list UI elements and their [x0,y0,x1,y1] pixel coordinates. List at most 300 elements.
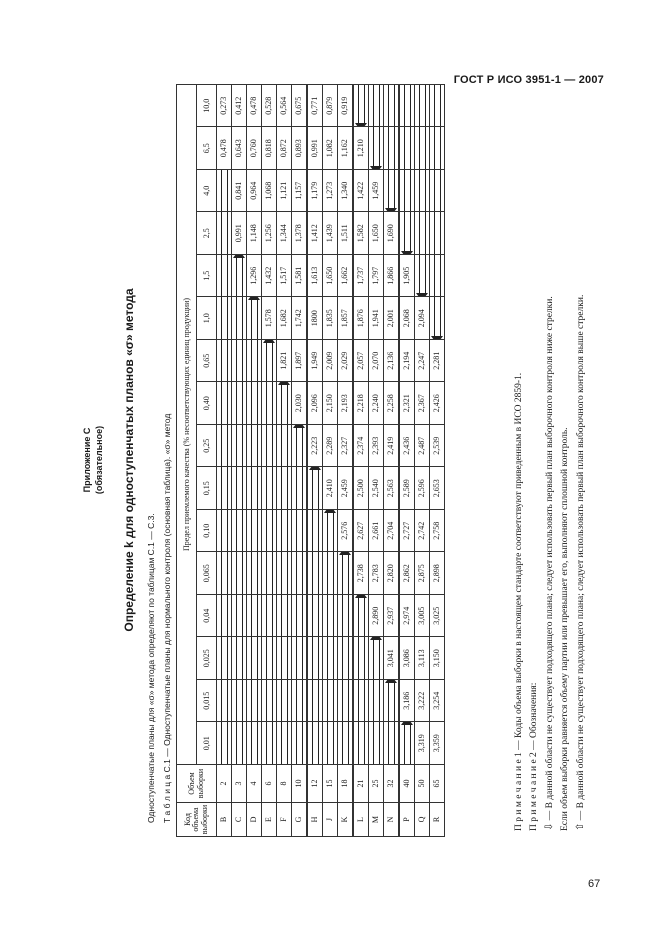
arrow-up-cell [369,84,384,127]
aql-col-header: 1,5 [197,255,217,298]
arrow-down-cell [232,340,247,383]
arrow-up-cell [399,84,415,127]
arrow-down-cell [292,680,308,723]
arrow-up-cell [217,170,232,213]
sample-size: 65 [430,765,445,803]
k-value: 2,596 [415,467,430,510]
arrow-up-shaft [221,213,228,255]
arrow-down-shaft [251,468,258,510]
arrow-down-cell [323,680,338,723]
arrow-down-shaft [327,513,334,552]
arrow-down-shaft [327,595,334,637]
k-value: 2,500 [353,467,369,510]
k-value: 3,150 [430,637,445,680]
arrow-down-cell [338,552,354,595]
table-row [292,84,308,836]
arrow-up-shaft [388,85,395,127]
sample-size: 6 [262,765,277,803]
aql-col-header: 1,0 [197,297,217,340]
k-value: 0,675 [292,84,308,127]
aql-col-header: 0,015 [197,680,217,723]
arrow-up-shaft [419,213,426,255]
arrow-up-shaft [404,85,411,127]
k-value: 1,835 [323,297,338,340]
k-value: 0,872 [277,127,292,170]
k-value: 1,876 [353,297,369,340]
page-number: 67 [588,878,601,890]
aql-col-header: 4,0 [197,170,217,213]
arrow-down-shaft [236,468,243,510]
k-value: 2,223 [307,425,323,468]
arrow-up-shaft [404,170,411,212]
arrow-up-cell [430,170,445,213]
k-value: 0,771 [307,84,323,127]
arrow-down-cell [262,595,277,638]
arrow-down-cell [353,680,369,723]
k-value: 1,941 [369,297,384,340]
header-code: Код объема выборки [177,803,217,837]
k-value: 2,136 [384,340,400,383]
arrow-down-shaft [296,510,303,552]
arrow-up-shaft [221,170,228,212]
k-value: 1,432 [262,255,277,298]
arrow-down-shaft [236,638,243,680]
arrow-down-shaft [312,723,319,765]
arrow-down-cell [353,722,369,765]
arrow-up-cell [217,212,232,255]
arrow-up-shaft [388,128,395,170]
aql-col-header: 0,10 [197,510,217,553]
arrow-down-shaft [327,553,334,595]
k-value: 2,875 [415,552,430,595]
table-row [353,84,369,836]
k-value: 2,009 [323,340,338,383]
table-row [415,84,430,836]
notes-block [512,295,589,831]
arrow-down-cell [323,595,338,638]
arrow-down-shaft [327,680,334,722]
aql-col-header: 0,065 [197,552,217,595]
arrow-down-shaft [342,595,349,637]
table-row [430,84,445,836]
arrow-down-shaft [266,680,273,722]
k-value: 1,866 [384,255,400,298]
note-2: П р и м е ч а н и е 2 — Обозначения: [529,682,539,831]
sample-size: 8 [277,765,292,803]
intro-text: Одноступенчатые планы для «σ» метода определяют по таблицам С.1 — С.3. [146,513,156,823]
rotated-page-content [80,83,586,837]
arrow-down-cell [217,552,232,595]
arrow-down-shaft [236,723,243,765]
table-row [307,84,323,836]
arrow-up-cell [430,127,445,170]
arrow-up-cell [384,84,400,127]
arrow-up-shaft [434,298,441,337]
arrow-down-cell [217,467,232,510]
k-value: 0,643 [232,127,247,170]
arrow-down-shaft [236,553,243,595]
arrow-down-shaft [373,723,380,765]
arrow-down-cell [247,552,262,595]
k-value: 2,426 [430,382,445,425]
k-value: 2,070 [369,340,384,383]
arrow-down-cell [262,680,277,723]
k-value: 3,359 [430,722,445,765]
arrow-down-cell [217,297,232,340]
arrow-up-shaft [434,85,441,127]
k-value: 1,582 [353,212,369,255]
note-down-text: — В данной области не существует подходящего плана; следует использовать первый план выборочного контроля ниже стрелки. [545,296,555,821]
sample-size: 10 [292,765,308,803]
arrow-down-shaft [251,383,258,425]
table-caption: Т а б л и ц а С.1 — Одноступенчатые планы для нормального контроля (основная таблица). «σ» метод [162,413,172,823]
k-value: 1,897 [292,340,308,383]
k-value: 2,540 [369,467,384,510]
k-value: 2,281 [430,340,445,383]
k-value: 0,919 [338,84,354,127]
k-value: 1,256 [262,212,277,255]
k-value: 2,247 [415,340,430,383]
k-value: 2,374 [353,425,369,468]
appendix-status: (обязательное) [94,425,104,495]
arrow-down-cell [277,425,292,468]
k-value: 1,162 [338,127,354,170]
k-value: 0,991 [307,127,323,170]
arrow-down-cell [353,637,369,680]
k-value: 2,289 [323,425,338,468]
arrow-down-shaft [221,595,228,637]
arrow-down-shaft [251,425,258,467]
arrow-down-shaft [296,680,303,722]
arrow-down-shaft [373,641,380,680]
table-row [247,84,262,836]
arrow-down-shaft [327,638,334,680]
sample-size: 50 [415,765,430,803]
k-value: 2,758 [430,510,445,553]
arrow-up-cell [369,127,384,170]
k-value: 3,086 [399,637,415,680]
table-row [338,84,354,836]
arrow-down-cell [277,382,292,425]
k-value: 2,327 [338,425,354,468]
k-value: 2,661 [369,510,384,553]
k-value: 1,459 [369,170,384,213]
k-value: 1,068 [262,170,277,213]
k-value: 2,937 [384,595,400,638]
k-value: 0,818 [262,127,277,170]
k-value: 1,121 [277,170,292,213]
arrow-down-shaft [281,723,288,765]
arrow-down-cell [217,425,232,468]
arrow-down-shaft [221,510,228,552]
aql-col-header: 2,5 [197,212,217,255]
arrow-down-cell [232,595,247,638]
aql-col-header: 0,15 [197,467,217,510]
arrow-down-cell [232,552,247,595]
table-row [369,84,384,836]
arrow-down-cell [217,382,232,425]
arrow-down-cell [262,340,277,383]
k-value: 2,393 [369,425,384,468]
k-value: 1,344 [277,212,292,255]
k-value: 1,650 [323,255,338,298]
arrow-down-shaft [221,425,228,467]
arrow-down-cell [323,552,338,595]
arrow-down-cell [232,510,247,553]
k-value: 2,150 [323,382,338,425]
code-letter: H [307,803,323,837]
arrow-up-cell [430,297,445,340]
arrow-down-shaft [388,683,395,722]
k-value: 2,539 [430,425,445,468]
arrow-up-shaft [419,255,426,294]
arrow-down-shaft [296,553,303,595]
note-lot-text: Если объем выборки равняется объему партии или превышает его, выполняют сплошной контроль. [560,427,570,831]
arrow-up-cell [384,170,400,213]
arrow-down-shaft [342,723,349,765]
arrow-down-shaft [221,638,228,680]
k-value: 2,029 [338,340,354,383]
arrow-down-shaft [251,638,258,680]
arrow-down-shaft [266,425,273,467]
arrow-down-shaft [327,723,334,765]
arrow-up-shaft [404,128,411,170]
arrow-down-shaft [236,340,243,382]
sample-size: 4 [247,765,262,803]
arrow-down-shaft [358,638,365,680]
k-value: 2,436 [399,425,415,468]
arrow-down-shaft [296,468,303,510]
arrow-down-shaft [266,723,273,765]
arrow-down-cell [247,722,262,765]
arrow-down-cell [369,637,384,680]
aql-col-header: 10,0 [197,84,217,127]
arrow-down-cell [217,680,232,723]
arrow-down-cell [232,297,247,340]
aql-col-header: 0,65 [197,340,217,383]
arrow-down-shaft [281,595,288,637]
k-value: 1,082 [323,127,338,170]
k-value: 1,378 [292,212,308,255]
table-row [384,84,400,836]
table-row [277,84,292,836]
arrow-down-shaft [221,553,228,595]
note-up-text: — В данной области не существует подходящего плана; следует использовать первый план выборочного контроля выше стрелки. [576,294,586,821]
arrow-down-shaft [266,468,273,510]
sample-size: 25 [369,765,384,803]
arrow-down-shaft [312,510,319,552]
k-value: 0,478 [217,127,232,170]
arrow-down-cell [338,595,354,638]
k-value: 1,273 [323,170,338,213]
arrow-down-cell [217,510,232,553]
k-value: 1,821 [277,340,292,383]
arrow-down-shaft [296,595,303,637]
arrow-up-cell [399,127,415,170]
arrow-down-shaft [312,638,319,680]
table-row [232,84,247,836]
code-letter: D [247,803,262,837]
appendix-heading: Определение k для одноступенчатых планов «σ» метода [122,288,136,632]
arrow-down-cell [307,680,323,723]
note-up [573,295,589,831]
standard-header: ГОСТ Р ИСО 3951-1 — 2007 [453,74,604,86]
arrow-down-shaft [296,638,303,680]
arrow-down-cell [277,637,292,680]
k-value: 2,653 [430,467,445,510]
aql-col-header: 0,01 [197,722,217,765]
k-value: 1,797 [369,255,384,298]
k-value: 3,005 [415,595,430,638]
code-letter: E [262,803,277,837]
aql-col-header: 0,40 [197,382,217,425]
arrow-down-shaft [312,680,319,722]
arrow-down-shaft [221,723,228,765]
arrow-down-shaft [251,340,258,382]
arrow-down-cell [277,680,292,723]
arrow-down-cell [399,722,415,765]
arrow-down-cell [217,340,232,383]
sample-size: 32 [384,765,400,803]
k-value: 0,879 [323,84,338,127]
k-value: 2,742 [415,510,430,553]
table-row [262,84,277,836]
code-letter: F [277,803,292,837]
table-row [399,84,415,836]
arrow-down-shaft [312,595,319,637]
k-value: 1800 [307,297,323,340]
aql-col-header: 6,5 [197,127,217,170]
k-value: 1,179 [307,170,323,213]
arrow-down-cell [292,467,308,510]
arrow-down-shaft [236,258,243,297]
k-value: 2,094 [415,297,430,340]
arrow-down-shaft [251,510,258,552]
arrow-down-cell [307,510,323,553]
k-value: 2,218 [353,382,369,425]
k-value: 1,742 [292,297,308,340]
k-value: 2,704 [384,510,400,553]
k-value: 1,857 [338,297,354,340]
k-value: 0,760 [247,127,262,170]
arrow-down-cell [277,595,292,638]
code-letter: N [384,803,400,837]
k-value: 0,478 [247,84,262,127]
k-value: 0,564 [277,84,292,127]
arrow-up-shaft [358,85,365,124]
sample-size: 15 [323,765,338,803]
arrow-down-shaft [296,723,303,765]
arrow-down-cell [338,637,354,680]
k-value: 1,578 [262,297,277,340]
k-value: 1,210 [353,127,369,170]
aql-col-header: 0,04 [197,595,217,638]
k-value: 1,148 [247,212,262,255]
arrow-down-shaft [221,255,228,297]
k-value: 2,240 [369,382,384,425]
arrow-down-cell [292,637,308,680]
arrow-down-shaft [221,298,228,340]
code-letter: G [292,803,308,837]
code-letter: C [232,803,247,837]
arrow-down-cell [307,722,323,765]
k-value: 2,057 [353,340,369,383]
k-value: 0,528 [262,84,277,127]
arrow-down-shaft [236,510,243,552]
arrow-down-cell [247,425,262,468]
k-value: 1,690 [384,212,400,255]
arrow-down-shaft [358,723,365,765]
arrow-down-shaft [266,343,273,382]
arrow-up-shaft [388,170,395,209]
arrow-down-shaft [281,680,288,722]
k-value: 2,194 [399,340,415,383]
arrow-down-cell [369,722,384,765]
arrow-down-shaft [312,471,319,510]
arrow-down-shaft [358,598,365,637]
arrow-down-cell [232,255,247,298]
arrow-down-cell [232,680,247,723]
arrow-down-shaft [266,510,273,552]
arrow-down-cell [307,637,323,680]
arrow-down-cell [277,467,292,510]
arrow-down-shaft [281,638,288,680]
arrow-down-cell [247,510,262,553]
arrow-down-cell [217,255,232,298]
k-value: 3,025 [430,595,445,638]
arrow-down-cell [232,382,247,425]
arrow-up-cell [384,127,400,170]
arrow-up-cell [430,212,445,255]
sample-size: 3 [232,765,247,803]
k-value: 2,890 [369,595,384,638]
arrow-down-cell [232,722,247,765]
arrow-down-shaft [221,383,228,425]
k-value: 1,662 [338,255,354,298]
arrow-up-icon: ⇧ [575,822,586,831]
arrow-down-cell [384,680,400,723]
arrow-down-shaft [266,638,273,680]
k-value: 2,898 [430,552,445,595]
arrow-down-shaft [251,680,258,722]
k-value: 2,193 [338,382,354,425]
arrow-down-shaft [404,726,411,765]
k-value: 1,737 [353,255,369,298]
k-value: 0,412 [232,84,247,127]
code-letter: L [353,803,369,837]
arrow-up-cell [353,84,369,127]
arrow-down-shaft [236,680,243,722]
k-value: 0,893 [292,127,308,170]
arrow-down-cell [247,680,262,723]
arrow-down-cell [217,722,232,765]
k-value: 0,991 [232,212,247,255]
k-value: 2,459 [338,467,354,510]
arrow-down-shaft [266,383,273,425]
arrow-down-icon: ⇩ [544,822,555,831]
note-down [542,295,558,831]
arrow-down-shaft [266,595,273,637]
code-letter: B [217,803,232,837]
arrow-down-shaft [342,680,349,722]
k-value: 1,613 [307,255,323,298]
k-value: 2,410 [323,467,338,510]
arrow-down-cell [262,552,277,595]
arrow-down-shaft [342,638,349,680]
appendix-title: Приложение C [82,427,92,493]
k-value: 1,157 [292,170,308,213]
k-value: 1,682 [277,297,292,340]
